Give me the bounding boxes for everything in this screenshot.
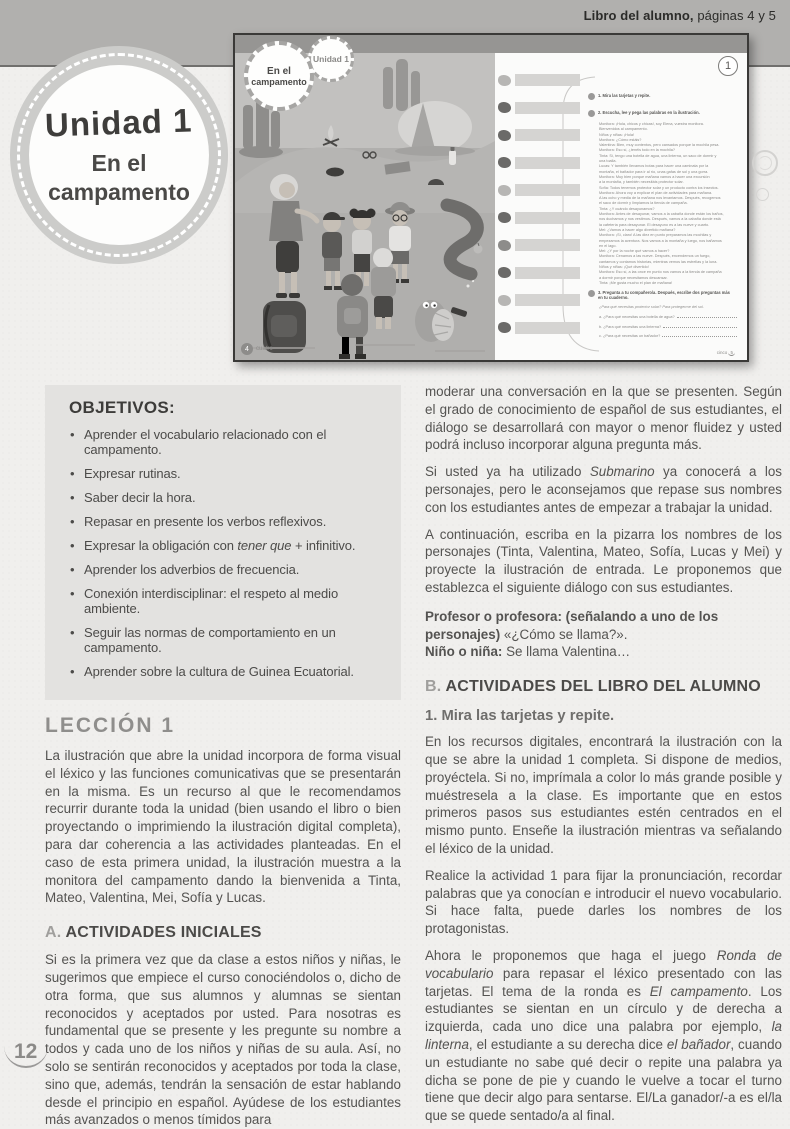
activity-1-label: 1. Mira las tarjetas y repite. (598, 93, 651, 98)
dialogue-line: Monitora: Antes de desayunar, vamos a la cabaña donde están los baños, (599, 212, 724, 217)
mini-badge-line1: En el (267, 65, 291, 77)
activity-2-label: 2. Escucha, lee y pega las palabras en la ilustración. (598, 110, 700, 115)
vocab-row (498, 267, 580, 279)
vocab-row (498, 294, 580, 306)
unit-badge-line2: campamento (48, 179, 190, 205)
mini-unidad-label: Unidad 1 (313, 54, 349, 64)
dialogue-line: A las ocho y media de la mañana nos levantamos. Después, recogemos (599, 196, 721, 201)
book-header (584, 8, 776, 23)
model-dialogue (425, 608, 782, 661)
section-a-letter: A. (45, 924, 62, 942)
unit-badge-line1: En el (91, 150, 147, 176)
dialogue-line: Mei: ¿Vamos a hacer algo divertido mañana? (599, 227, 676, 232)
objetivo-text: Aprender sobre la cultura de Guinea Ecuatorial. (84, 664, 354, 679)
tent-icon (498, 322, 511, 333)
activity-1 (599, 93, 650, 100)
activity-1-subheading: 1. Mira las tarjetas y repite. (425, 708, 615, 725)
dialogue-line: nos duchamos y nos vestimos. Después, vamos a la cabaña donde está (599, 217, 721, 222)
activity-2 (599, 110, 700, 117)
objetivo-item (69, 625, 391, 655)
headphones-icon (588, 110, 595, 117)
question-line (599, 313, 737, 323)
faint-stamp-icon (752, 150, 778, 176)
mini-page-5 (717, 350, 735, 356)
dialogue-line: a la montaña, y también necesitáis protector solar. (599, 180, 684, 185)
dialogue-line: Monitora: Eso sí, a las once en punto nos vamos a la tienda de campaña (599, 270, 722, 275)
dialogue-line: montaña, el bañador para ir al río, unas gafas de sol y una gorra. (599, 169, 709, 174)
vocab-blank-bar (515, 129, 580, 141)
section-a-title: ACTIVIDADES INICIALES (65, 924, 262, 942)
leccion-1-paragraph: La ilustración que abre la unidad incorpora de forma visual el léxico y las funciones comunicativas que se presentarán en la misma. Es un recurso al que le recomendamos recurrir durante toda la unidad (bien usando el libro o bien proyectando o imprimiendo la ilustración digital completa), para dar coherencia a las actividades planteadas. En el caso de esta primera unidad, la ilustración muestra a la monitora del campamento dando la bienvenida a Tinta, Mateo, Valentina, Mei, Sofía y Lucas. (45, 748, 401, 906)
paragraph-1: moderar una conversación en la que se presenten. Según el grado de conocimiento de español de sus estudiantes, el diálogo se desarrollará con mayor o menor fluidez y usted podrá incluso incorporar alguna pregunta más. (425, 384, 782, 453)
student-line: Niño o niña: Se llama Valentina… (425, 644, 631, 660)
objetivo-text: Aprender los adverbios de frecuencia. (84, 562, 300, 577)
objetivo-item (69, 664, 391, 679)
dialogue-line: Monitora: Eso sí, ¿tenéis todo en la mochila? (599, 148, 675, 153)
vocab-blank-bar (515, 212, 580, 224)
teacher-line: Profesor o profesora: (señalando a uno de los personajes) «¿Cómo se llama?». (425, 608, 719, 642)
dialogue-line: Niños y niñas: ¡Qué divertido! (599, 265, 649, 270)
vocab-row (498, 74, 580, 86)
sleeping-bag-icon (498, 240, 511, 251)
objetivo-item (69, 586, 391, 616)
paragraph-3: A continuación, escriba en la pizarra los nombres de los personajes (Tinta, Valentina, Mateo, Sofía, Lucas y Mei) y proyecte la ilustración de entrada. Le proponemos que establezca el siguiente diálogo con sus estudiantes. (425, 526, 782, 595)
mini-badge-line2: campamento (251, 76, 307, 87)
left-column (45, 385, 401, 1129)
section-a-paragraph: Si es la primera vez que da clase a estos niños y niñas, le sugerimos que empiece el curso conociéndolos o, dicho de otra forma, que sus alumnos y alumnas se sientan reconocidos y aceptados por usted. Para nosotras es fundamental que se presente y les pregunte su nombre a todos y cada uno de los niños y niñas de su aula. Así, no solo se sentirán reconocidos y aceptados por toda la clase, sino que, además, tendrán la sensación de estar hablando desde el principio en español. Ayúdese de los estudiantes más avanzados o menos tímidos para (45, 952, 401, 1128)
objetivo-text: Expresar rutinas. (84, 466, 181, 481)
book-header-rest: páginas 4 y 5 (693, 8, 776, 23)
vocab-blank-bar (515, 267, 580, 279)
paragraph-5: En los recursos digitales, encontrará la ilustración con la que se abre la unidad 1 completa. Si dispone de medios, proyéctela. Si no, imprímala a color lo más grande posible y muéstresela a la clase. Es importante que en estos primeros pasos sus estudiantes estén centrados en el mismo punto. Enseñe la ilustración mientras va señalando el léxico de la unidad. (425, 734, 782, 856)
dialogue-line: Niños y niñas: ¡Hola! (599, 132, 635, 137)
dialogue-line: empezamos la aventura. Nos vamos a la montaña y luego, nos bañamos (599, 238, 722, 243)
vocab-blank-bar (515, 239, 580, 251)
student-book-spread-image (233, 33, 749, 362)
objetivos-box (45, 385, 401, 700)
vocab-blank-bar (515, 294, 580, 306)
question-text: b. ¿Para qué necesitas una linterna? (599, 324, 662, 329)
vocab-blank-bar (515, 184, 580, 196)
vocab-row (498, 157, 580, 169)
paragraph-2: Si usted ya ha utilizado Submarino ya conocerá a los personajes, pero le aconsejamos que repase sus nombres con los estudiantes antes de empezar a trabajar la unidad. (425, 464, 782, 515)
vocab-row (498, 322, 580, 334)
water-bottle-icon (498, 157, 511, 168)
question-text: c. ¿Para qué necesitas un bañador? (599, 334, 661, 338)
activity-3-line1: 3. Pregunta a tu compañero/a. Después, escribe dos preguntas más (598, 290, 730, 295)
vocab-blank-bar (515, 74, 580, 86)
objetivo-text: Aprender el vocabulario relacionado con el campamento. (84, 427, 327, 457)
vocab-blank-bar (515, 157, 580, 169)
book-header-bold: Libro del alumno, (583, 8, 694, 23)
unit-number-circle: 1 (718, 56, 738, 76)
objetivo-item (69, 466, 391, 481)
flashlight-icon (498, 185, 511, 196)
dialogue-line: Monitora: Ahora voy a explicar el plan de actividades para mañana. (599, 190, 713, 195)
dialogue-line: el saco de dormir y limpiamos la tienda de campaña. (599, 201, 688, 206)
objetivo-item (69, 490, 391, 505)
dialogue-transcript (599, 122, 739, 286)
objetivo-text: Expresar la obligación con tener que + infinitivo. (84, 538, 356, 553)
objetivo-item (69, 427, 391, 457)
question-line (599, 332, 737, 342)
question-list (599, 313, 737, 342)
vocab-row (498, 129, 580, 141)
person-icon (498, 267, 511, 278)
objetivo-text: Seguir las normas de comportamiento en un campamento. (84, 625, 336, 655)
dialogue-line: en el lago. (599, 243, 617, 248)
dialogue-line: Tinta: ¡Me gusta mucho el plan de mañana! (599, 280, 673, 285)
paragraph-6: Realice la actividad 1 para fijar la pronunciación, recordar palabras que ya conocían e introducir el nuevo vocabulario. Si hace falta, puede darles los nombres de los protagonistas. (425, 867, 782, 937)
activities-page (495, 53, 747, 360)
section-a-heading (45, 924, 401, 942)
objetivo-text: Saber decir la hora. (84, 490, 196, 505)
mini-page-4 (241, 343, 273, 355)
objetivos-list (69, 427, 391, 679)
vocab-row (498, 184, 580, 196)
dialogue-line: Monitora: ¿Cómo estáis? (599, 137, 642, 142)
dialogue-line: la cafetería para desayunar. El desayuno es a las nueve y cuarto. (599, 222, 710, 227)
boots-icon (498, 75, 511, 86)
vocab-blank-bar (515, 322, 580, 334)
vocab-row (498, 212, 580, 224)
vocab-card-list (498, 74, 580, 334)
dialogue-line: Bienvenidos al campamento. (599, 127, 648, 132)
sunglasses-icon (498, 295, 511, 306)
example-sentence: ¿Para qué necesitas protector solar? Para protegerme del sol. (599, 305, 704, 309)
answer-blank (662, 336, 737, 337)
question-text: a. ¿Para qué necesitas una botella de agua? (599, 315, 675, 319)
vocab-row (498, 102, 580, 114)
mini-unit-badge (244, 41, 314, 111)
objetivo-text: Conexión interdisciplinar: el respeto al medio ambiente. (84, 586, 339, 616)
dialogue-line: Tinta: Sí, tengo una botella de agua, una linterna, un saco de dormir y (599, 153, 717, 158)
mini-unidad-badge (308, 36, 354, 82)
unit-badge-inner (29, 65, 209, 245)
dialogue-line: Monitora: ¡Hola, chicos y chicas!, soy Elena, vuestra monitora. (599, 122, 704, 126)
objetivo-item (69, 538, 391, 553)
dialogue-line: Tinta: ¿Y cuándo desayunamos? (599, 206, 655, 211)
section-b-heading (425, 678, 782, 696)
page-4-circle: 4 (241, 343, 253, 355)
unit-badge (10, 46, 228, 264)
leccion-1-heading: LECCIÓN 1 (45, 714, 176, 737)
soap-icon (498, 102, 511, 113)
page-4-word: cuatro (256, 346, 273, 352)
dialogue-line: Sofía: Todos tenemos protector solar y un producto contra los insectos. (599, 185, 719, 190)
cap-icon (498, 130, 511, 141)
paragraph-7: Ahora le proponemos que haga el juego Ronda de vocabulario para repasar el léxico presentado con las tarjetas. El tema de la ronda es El campamento. Los estudiantes se sientan en un círculo y de derecha a izquierda, cada uno dice una palabra por ejemplo, la linterna, el estudiante a su derecha dice el bañador, cuando un estudiante no sabe qué decir o repite una palabra ya dicha se pone de pie y cuando le vuelve a tocar el turno tiene que decir algo para sentarse. El/La ganador/-a es el/la que se quede sentado/a al final. (425, 947, 783, 1124)
activity-3 (599, 290, 730, 301)
campfire-icon (498, 212, 511, 223)
objetivo-item (69, 562, 391, 577)
vocab-blank-bar (515, 102, 580, 114)
objetivo-text: Repasar en presente los verbos reflexivos. (84, 514, 327, 529)
answer-blank (663, 327, 737, 328)
dialogue-line: Valentina: Bien, muy contentos, pero cansados porque la mochila pesa. (599, 143, 720, 148)
dialogue-line: Monitora: ¡Sí, claro! A las diez en punto preparamos las mochilas y (599, 233, 712, 238)
right-column (425, 383, 782, 1125)
page-number: 12 (14, 1040, 38, 1063)
objetivos-title: OBJETIVOS: (69, 398, 175, 417)
faint-dot-icon (756, 188, 769, 201)
dialogue-line: Monitora: Muy bien porque mañana vamos a hacer una excursión (599, 174, 710, 179)
unit-badge-title: Unidad 1 (44, 101, 194, 144)
activity-3-line2: en tu cuaderno. (598, 295, 629, 301)
dialogue-line: Lucas: Y también llevamos botas para hacer una caminata por la (599, 164, 709, 169)
dialogue-line: Mei: ¿Y por la noche qué vamos a hacer? (599, 249, 670, 254)
dialogue-line: una toalla. (599, 159, 617, 164)
cards-icon (588, 93, 595, 100)
dialogue-line: cantamos y contamos historias, mientras vemos las estrellas y la luna. (599, 259, 718, 264)
section-b-letter: B. (425, 678, 442, 696)
dialogue-line: Monitora: Cenamos a las nueve. Después, encendemos un fuego, (599, 254, 711, 259)
page-5-word: cinco (716, 350, 728, 355)
answer-blank (677, 317, 737, 318)
objetivo-item (69, 514, 391, 529)
speech-icon (588, 290, 595, 297)
activities-content (599, 53, 741, 360)
section-b-title: ACTIVIDADES DEL LIBRO DEL ALUMNO (445, 678, 761, 696)
activity-3-label (598, 290, 730, 301)
question-line (599, 323, 737, 333)
dialogue-line: a dormir porque necesitamos descansar. (599, 275, 668, 280)
page-5-number: 5 (730, 350, 733, 355)
vocab-row (498, 239, 580, 251)
